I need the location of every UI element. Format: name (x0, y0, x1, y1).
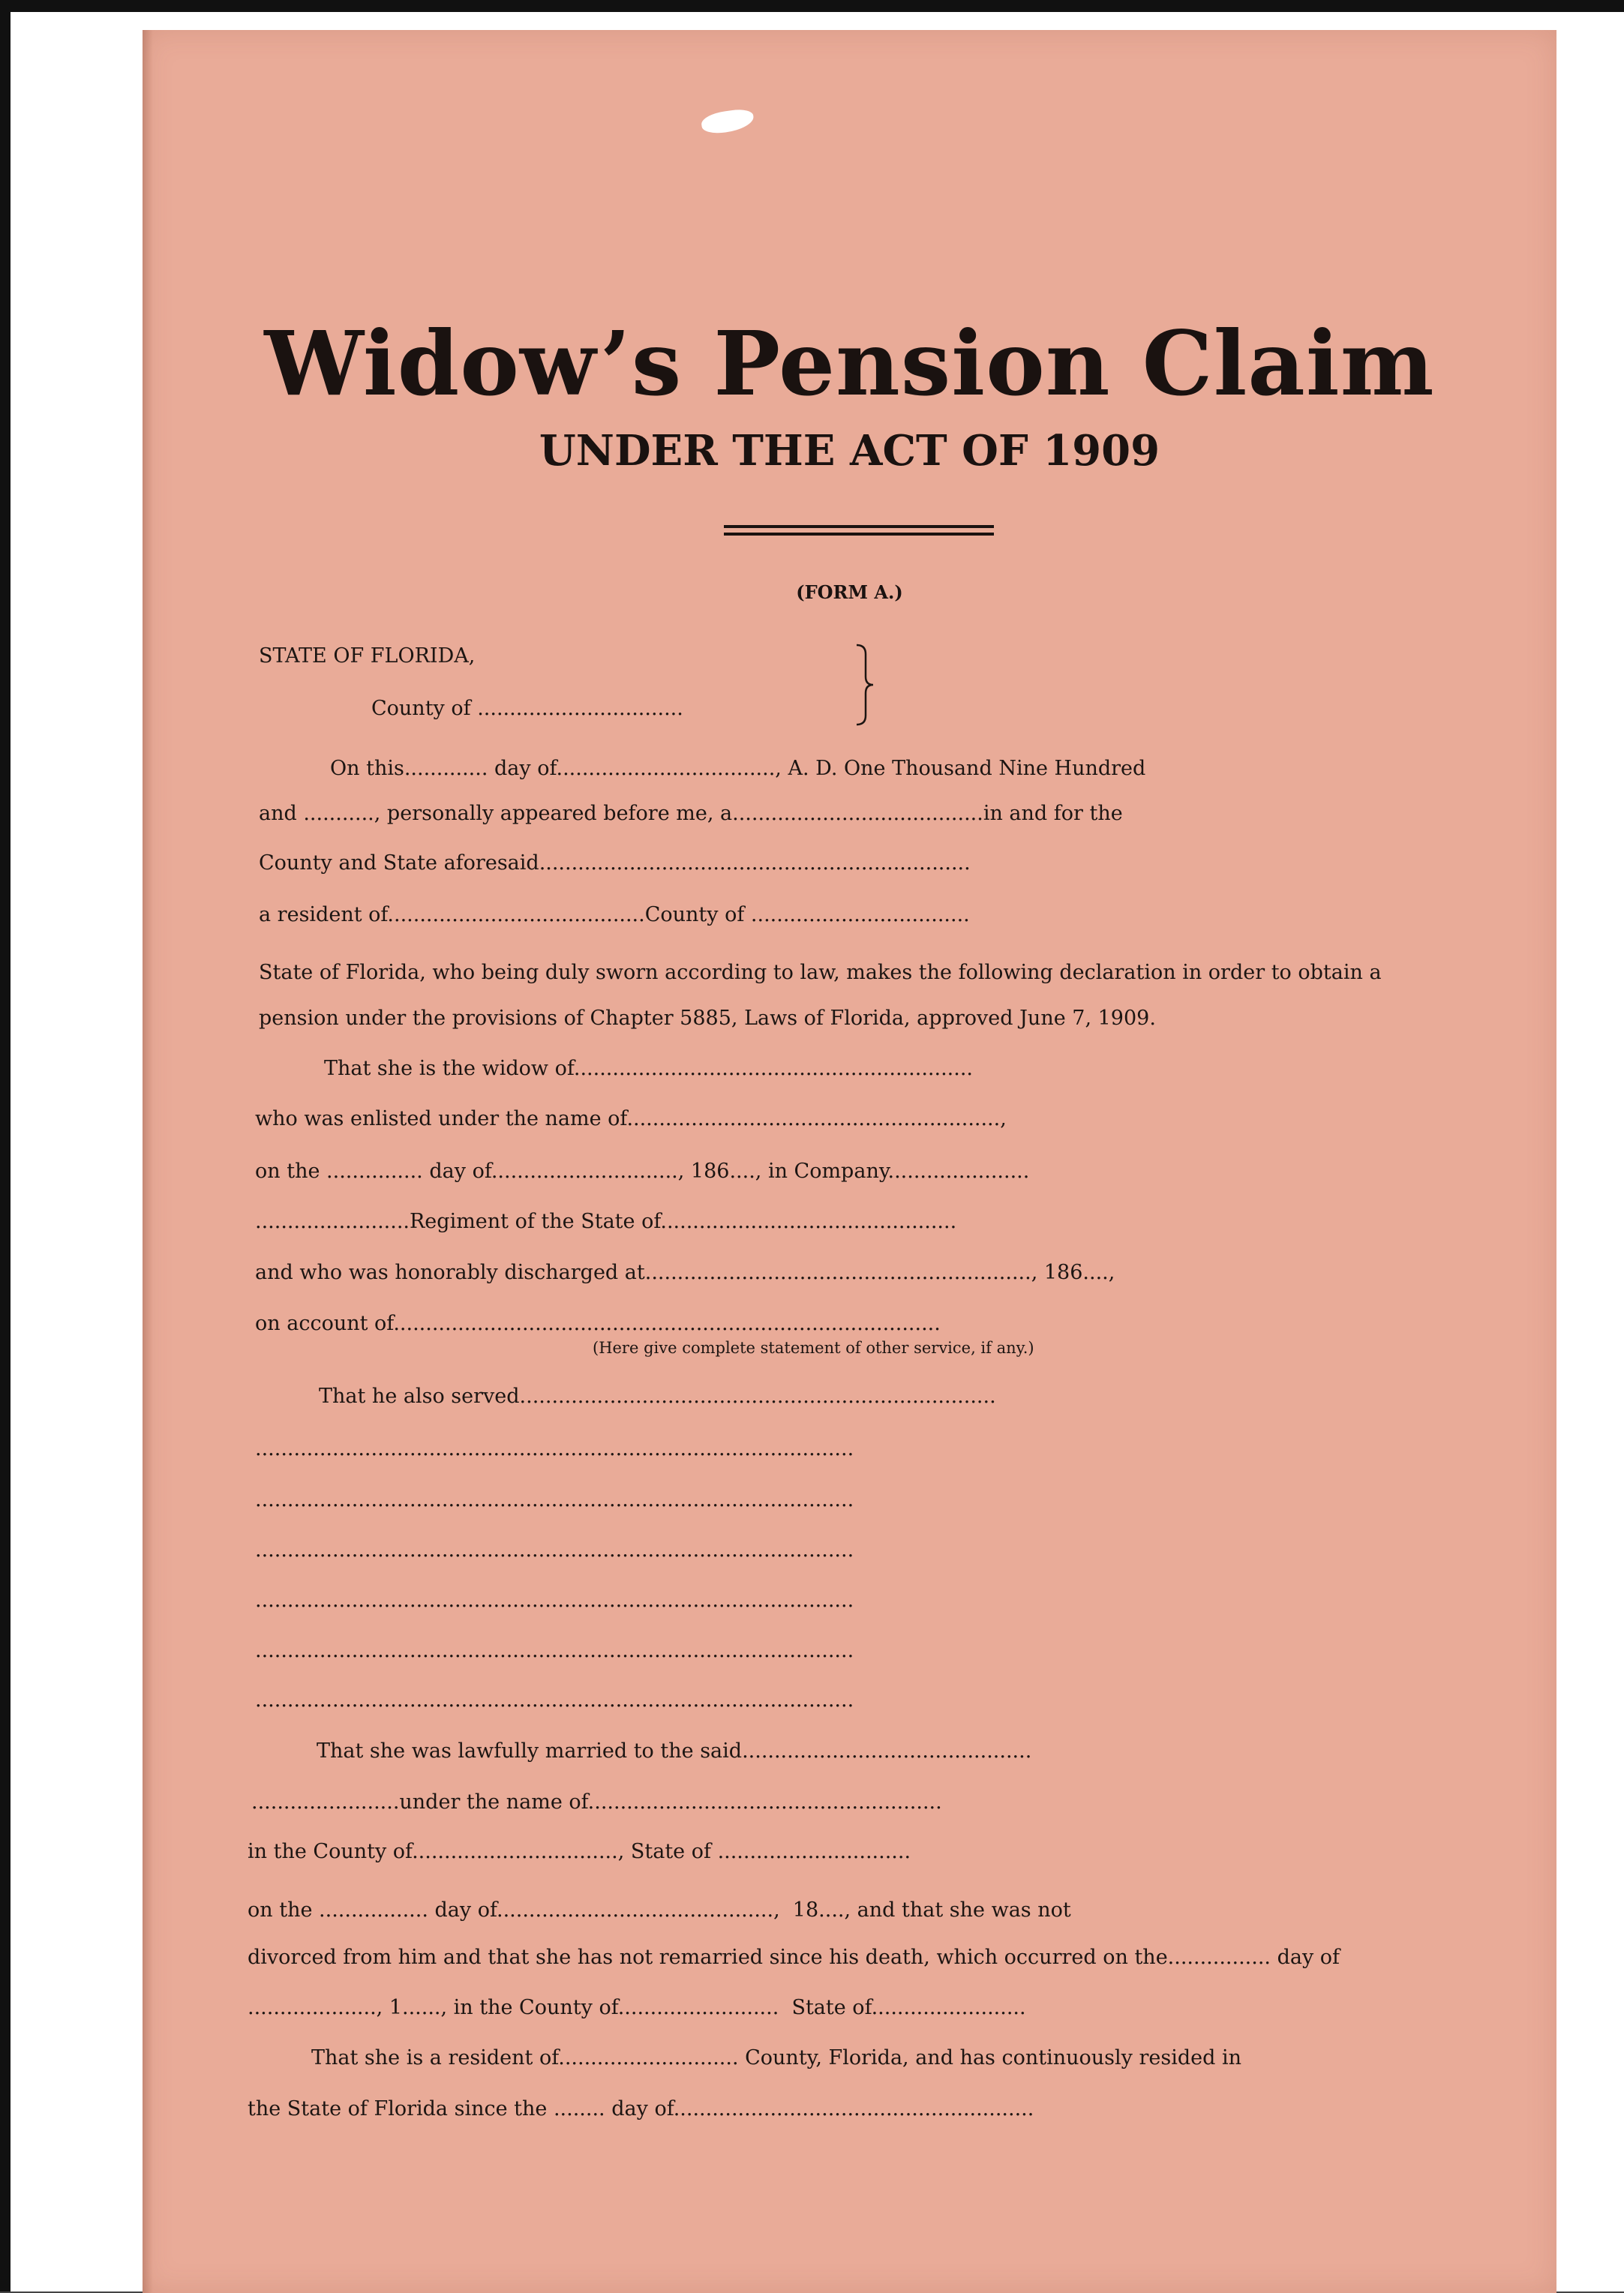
provisions-line: pension under the provisions of Chapter 5885, Laws of Florida, approved June 7, 1909. (259, 1007, 1156, 1030)
widow-of-line: That she is the widow of.............................................................. (324, 1057, 973, 1080)
appearance-line: and ..........., personally appeared before me, a.......................................in and for the (259, 802, 1123, 825)
enlistment-date-line: on the ............... day of............................., 186...., in Company...................... (255, 1160, 1030, 1183)
double-rule-bottom (724, 533, 994, 536)
marriage-county-line: in the County of................................, State of .............................. (248, 1840, 911, 1863)
venue-state-line: STATE OF FLORIDA, (259, 644, 476, 668)
county-state-line: County and State aforesaid................................................................... (259, 851, 971, 875)
form-title: Widow’s Pension Claim (264, 311, 1435, 416)
discharge-line: and who was honorably discharged at............................................................, 186...., (255, 1261, 1115, 1284)
scan-top-edge (0, 0, 1624, 12)
form-subtitle: UNDER THE ACT OF 1909 (539, 426, 1160, 476)
residence-line: a resident of........................................County of .................................. (259, 903, 970, 926)
service-note: (Here give complete statement of other service, if any.) (593, 1339, 1034, 1357)
also-served-line: That he also served.......................................................................... (319, 1385, 996, 1408)
death-place-line: ...................., 1......, in the County of......................... State of........................ (248, 1996, 1026, 2019)
blank-line-2: ............................................................................................. (255, 1488, 854, 1511)
account-of-line: on account of..................................................................................... (255, 1312, 941, 1335)
marriage-date-line: on the ................. day of..........................................., 18...., and that she was not (248, 1898, 1071, 1922)
enlisted-name-line: who was enlisted under the name of.........................................................., (255, 1107, 1007, 1130)
blank-line-5: ............................................................................................. (255, 1639, 854, 1662)
double-rule-top (724, 525, 994, 528)
blank-line-6: ............................................................................................. (255, 1688, 854, 1712)
form-label: (FORM A.) (796, 581, 903, 603)
declaration-line: State of Florida, who being duly sworn according to law, makes the following declaration in order to obtain a (259, 961, 1382, 984)
blank-line-4: ............................................................................................. (255, 1589, 854, 1612)
resided-since-line: the State of Florida since the ........ day of........................................................ (248, 2097, 1034, 2120)
married-line: That she was lawfully married to the said............................................. (317, 1739, 1032, 1763)
blank-line-1: ............................................................................................. (255, 1437, 854, 1460)
scan-left-edge (0, 0, 11, 2293)
married-name-line: .......................under the name of....................................................... (251, 1790, 942, 1814)
regiment-line: ........................Regiment of the State of.............................................. (255, 1210, 957, 1233)
resident-line: That she is a resident of............................ County, Florida, and has continuously resided in (311, 2046, 1242, 2069)
divorce-death-line: divorced from him and that she has not remarried since his death, which occurred on the................ day of (248, 1946, 1340, 1969)
right-brace (855, 644, 875, 726)
venue-county-line: County of ................................ (371, 697, 683, 720)
date-line: On this............. day of.................................., A. D. One Thousand Nine Hundred (330, 757, 1146, 780)
blank-line-3: ............................................................................................. (255, 1538, 854, 1562)
